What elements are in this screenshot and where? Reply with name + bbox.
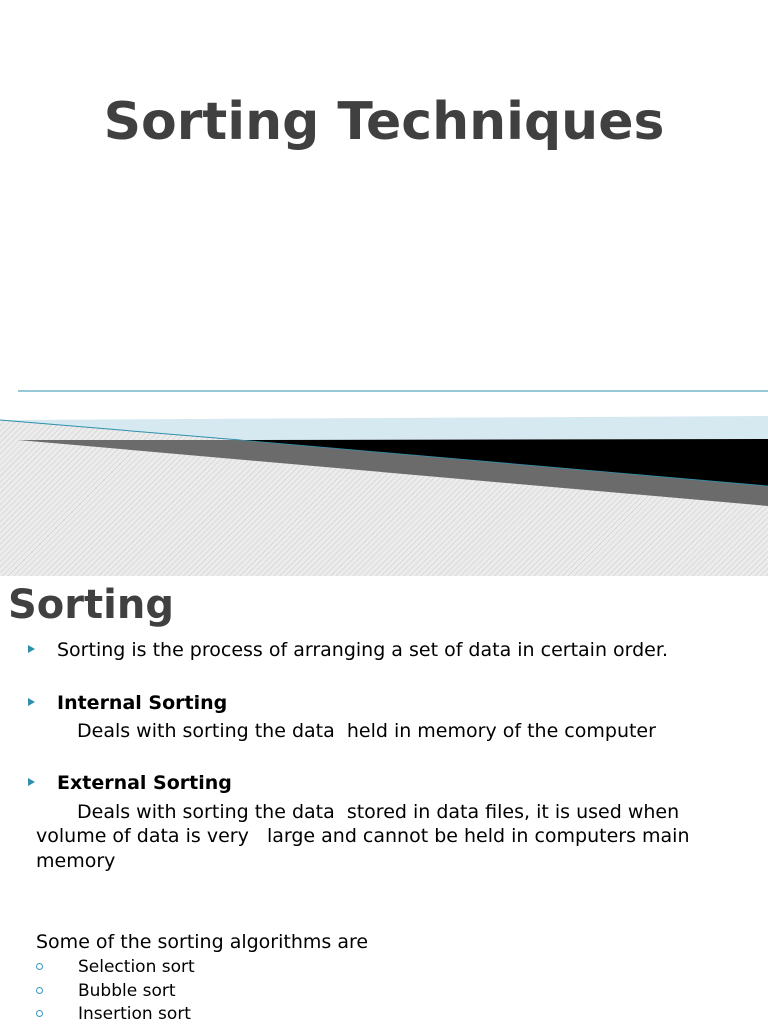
external-sorting-detail-line: volume of data is very large and cannot be held in computers main bbox=[36, 825, 690, 847]
bullet-arrow-icon bbox=[28, 778, 35, 786]
content-title: Sorting bbox=[8, 582, 174, 628]
decorative-banner bbox=[0, 380, 768, 576]
sub-bullet-circle-icon bbox=[36, 1010, 43, 1017]
bullet-text: Sorting is the process of arranging a set of data in certain order. bbox=[57, 639, 668, 661]
external-sorting-detail-line: memory bbox=[36, 850, 116, 872]
slide-title: Sorting Techniques bbox=[103, 92, 665, 152]
algorithm-item: Bubble sort bbox=[78, 981, 176, 1001]
internal-sorting-detail: Deals with sorting the data held in memory of the computer bbox=[77, 720, 656, 742]
bullet-arrow-icon bbox=[28, 645, 35, 653]
bullet-arrow-icon bbox=[28, 698, 35, 706]
sub-bullet-circle-icon bbox=[36, 963, 43, 970]
content-slide bbox=[0, 576, 768, 1024]
external-sorting-detail-line: Deals with sorting the data stored in data files, it is used when bbox=[77, 801, 680, 823]
external-sorting-heading: External Sorting bbox=[57, 772, 232, 794]
algorithm-item: Insertion sort bbox=[78, 1004, 191, 1024]
sub-bullet-circle-icon bbox=[36, 987, 43, 994]
algorithm-item: Selection sort bbox=[78, 957, 195, 977]
algorithms-intro: Some of the sorting algorithms are bbox=[36, 931, 369, 953]
internal-sorting-heading: Internal Sorting bbox=[57, 692, 228, 714]
